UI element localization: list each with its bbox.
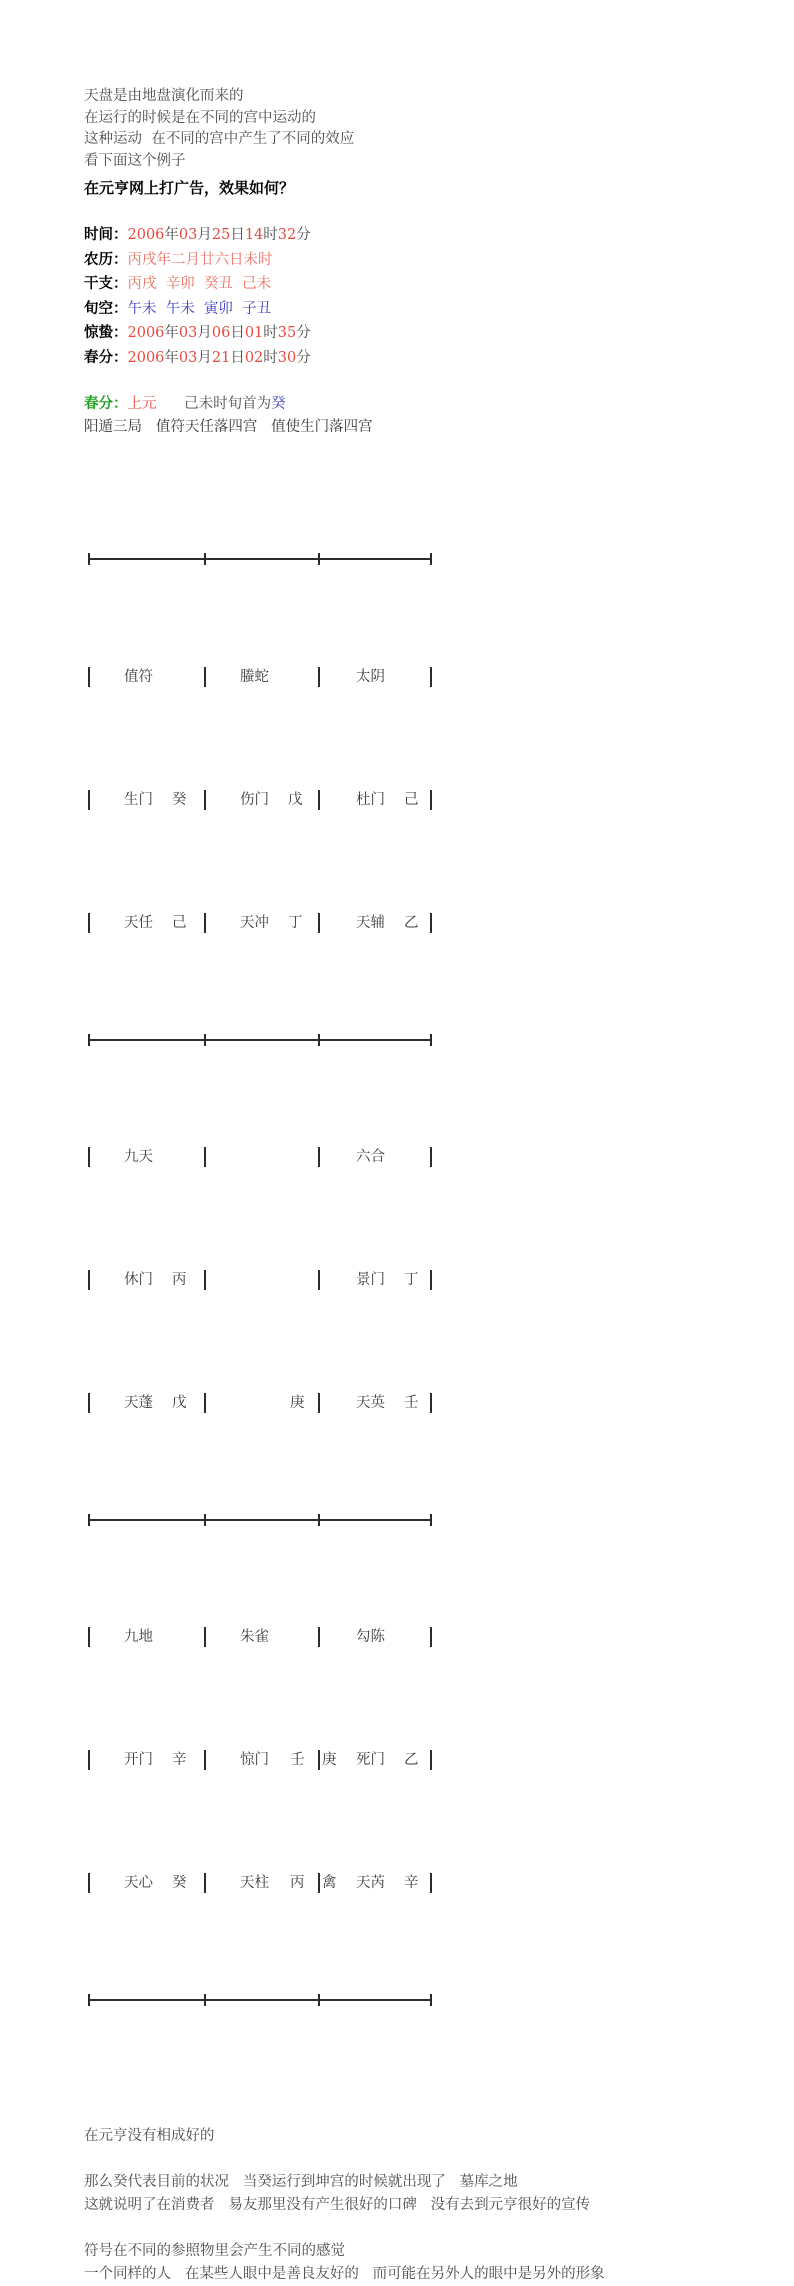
grid-hline [90,558,204,560]
field-xunkong-label: 旬空： [84,299,128,317]
field-ganzhi-month: 辛卯 [165,276,195,292]
cell-top-center-xing: 天冲 [240,914,269,931]
intro-paragraph [84,86,724,172]
field-lunar-label: 农历： [84,250,128,268]
cell-top-right-shen: 太阴 [356,668,385,685]
grid-vline [430,1873,432,1893]
document-content [84,86,724,2286]
grid-vline [318,790,320,810]
grid-hline [320,1519,430,1521]
field-time-hour: 14 [244,227,264,243]
cell-top-right-xing-gan: 乙 [404,914,419,931]
grid-vline [430,667,432,687]
field-time-year-unit: 年 [164,227,179,243]
ju-yuan-line [84,392,724,416]
field-jingzhe-minute-unit: 分 [296,325,311,341]
field-time-minute: 32 [277,227,297,243]
grid-vline [430,790,432,810]
grid-vline [430,1147,432,1167]
cell-bot-right-xing: 天芮 [356,1875,385,1892]
field-time-month: 03 [178,227,198,243]
gap [233,276,242,292]
cell-top-center-shen: 螣蛇 [240,668,269,685]
grid-rule-mid-2 [88,1514,724,1527]
grid-hline [90,1999,204,2001]
grid-vline [88,1627,90,1647]
field-jingzhe-year-unit: 年 [164,325,179,341]
field-chunfen-minute-unit: 分 [296,349,311,366]
grid-vline [430,1750,432,1770]
cell-top-right-men-gan: 己 [404,791,419,808]
ju-xunshou-text: 己未时旬首为 [184,396,272,412]
grid-vline [88,1393,90,1413]
cell-bot-left-xing: 天心 [124,1875,153,1892]
grid-row-1-shen [88,665,724,690]
grid-hline [206,1999,318,2001]
divination-fields [84,223,724,370]
field-jingzhe-month-unit: 月 [197,325,212,341]
grid-vline [430,1627,432,1647]
cell-top-right-men: 杜门 [356,791,385,808]
ju-xunshou-gan: 癸 [271,396,286,412]
grid-tick [430,1034,432,1046]
grid-hline [206,558,318,560]
field-chunfen-year-unit: 年 [164,349,179,366]
field-lunar [84,248,724,273]
analysis-para-2-line-2: 这就说明了在消费者 易友那里没有产生很好的口碑 没有去到元亨很好的宣传 [84,2197,591,2213]
grid-rule-top [88,553,724,566]
intro-line-2: 在运行的时候是在不同的宫中运动的 [84,109,316,126]
field-jingzhe-year: 2006 [127,325,165,341]
grid-row-1-xing [88,911,724,936]
headline: 在元亨网上打广告，效果如何？ [84,179,295,197]
cell-mid-left-xing-gan: 戊 [172,1394,187,1411]
cell-top-center-xing-gan: 丁 [288,914,303,931]
field-chunfen-minute: 30 [277,349,297,366]
cell-mid-left-men-gan: 丙 [172,1272,187,1288]
field-jingzhe-hour: 01 [244,325,264,341]
qimen-grid [88,455,724,2081]
cell-mid-left-shen: 九天 [124,1149,153,1166]
field-lunar-value: 丙戌年二月廿六日未时 [127,251,273,268]
cell-top-left-xing: 天任 [124,914,153,931]
grid-hline [320,1999,430,2001]
analysis-para-3-line-1: 符号在不同的参照物里会产生不同的感觉 [84,2243,345,2259]
grid-hline [320,1039,430,1041]
grid-row-2-men [88,1268,724,1293]
grid-vline [430,1270,432,1290]
ju-info [84,392,724,439]
cell-bot-center-xing-gan: 丙 [290,1875,305,1892]
cell-mid-right-xing: 天英 [356,1394,385,1411]
grid-vline [318,1873,320,1893]
field-chunfen-day-unit: 日 [230,349,245,366]
cell-bot-right-xing-gan: 辛 [404,1875,419,1892]
field-chunfen-month: 03 [178,349,198,366]
field-chunfen [84,346,724,371]
field-jingzhe [84,321,724,346]
cell-bot-center-men: 惊门 [240,1752,269,1769]
grid-vline [318,667,320,687]
grid-rule-bottom [88,1994,724,2007]
grid-vline [88,1270,90,1290]
cell-bot-right-men-prefix: 庚 [322,1752,337,1769]
field-ganzhi-label: 干支： [84,275,128,292]
grid-row-3-xing [88,1871,724,1896]
cell-top-left-men-gan: 癸 [172,791,187,808]
field-chunfen-hour-unit: 时 [263,349,278,366]
cell-bot-left-men-gan: 辛 [172,1752,187,1769]
field-time-day: 25 [211,227,231,243]
grid-vline [204,1393,206,1413]
ju-jieqi-label: 春分： [84,395,128,412]
cell-bot-center-shen: 朱雀 [240,1629,269,1646]
field-ganzhi-year: 丙戌 [127,276,157,292]
grid-rule-mid-1 [88,1034,724,1047]
gap [157,396,185,412]
field-ganzhi [84,272,724,297]
gap [195,301,204,317]
cell-bot-right-xing-prefix: 禽 [322,1875,337,1892]
grid-vline [88,790,90,810]
cell-top-center-men-gan: 戊 [288,791,303,808]
grid-vline [318,913,320,933]
grid-row-1-men [88,788,724,813]
cell-bot-left-shen: 九地 [124,1629,153,1646]
paragraph-spacer [84,2148,724,2171]
field-jingzhe-hour-unit: 时 [263,325,278,341]
field-ganzhi-day: 癸丑 [203,276,233,292]
grid-hline [206,1519,318,1521]
analysis-para-3-line-2: 一个同样的人 在某些人眼中是善良友好的 而可能在另外人的眼中是另外的形象 [84,2266,605,2282]
field-jingzhe-minute: 35 [277,325,297,341]
cell-top-center-men: 伤门 [240,791,269,808]
cell-bot-right-shen: 勾陈 [356,1629,385,1646]
grid-vline [88,913,90,933]
grid-vline [88,1873,90,1893]
field-chunfen-day: 21 [211,349,231,366]
cell-bot-right-men-gan: 乙 [404,1752,419,1769]
field-jingzhe-month: 03 [178,325,198,341]
grid-vline [318,1270,320,1290]
grid-vline [204,790,206,810]
grid-vline [204,1270,206,1290]
analysis-text [84,2125,724,2286]
cell-mid-left-xing: 天蓬 [124,1394,153,1411]
paragraph-spacer [84,2217,724,2240]
grid-vline [204,1147,206,1167]
field-jingzhe-day-unit: 日 [230,325,245,341]
grid-vline [204,667,206,687]
grid-row-2-xing [88,1391,724,1416]
field-chunfen-month-unit: 月 [197,349,212,366]
grid-vline [318,1147,320,1167]
cell-mid-right-men: 景门 [356,1272,385,1288]
cell-top-right-xing: 天辅 [356,914,385,931]
gap [233,301,242,317]
field-jingzhe-label: 惊蛰： [84,324,128,341]
gap [157,276,166,292]
grid-hline [206,1039,318,1041]
field-chunfen-hour: 02 [244,349,264,366]
field-xunkong-1: 午未 [127,300,157,317]
field-xunkong [84,297,724,322]
grid-row-3-shen [88,1625,724,1650]
cell-bot-left-xing-gan: 癸 [172,1875,187,1892]
grid-vline [88,667,90,687]
grid-vline [318,1750,320,1770]
ju-detail-line: 阳遁三局 值符天任落四宫 值使生门落四宫 [84,419,373,435]
cell-mid-right-men-gan: 丁 [404,1272,419,1288]
field-time-month-unit: 月 [197,227,212,243]
cell-mid-center-prefix: 庚 [290,1394,305,1411]
field-time-minute-unit: 分 [296,227,311,243]
grid-vline [88,1750,90,1770]
field-xunkong-4: 子丑 [242,300,272,317]
cell-mid-right-xing-gan: 壬 [404,1394,419,1411]
grid-hline [320,558,430,560]
grid-vline [318,1627,320,1647]
analysis-para-1: 在元亨没有相成好的 [84,2128,215,2144]
gap [157,301,166,317]
gap [195,276,204,292]
field-time-day-unit: 日 [230,227,245,243]
cell-bot-center-men-gan: 壬 [290,1752,305,1769]
cell-bot-right-men: 死门 [356,1752,385,1769]
ju-yuan: 上元 [127,396,157,412]
field-time [84,223,724,248]
field-chunfen-label: 春分： [84,348,128,366]
field-time-year: 2006 [127,227,165,243]
intro-line-4: 看下面这个例子 [84,152,186,169]
grid-hline [90,1519,204,1521]
cell-top-left-men: 生门 [124,791,153,808]
grid-corner [430,553,432,565]
field-jingzhe-day: 06 [211,325,231,341]
field-ganzhi-hour: 己未 [242,276,272,292]
grid-vline [204,1873,206,1893]
grid-vline [318,1393,320,1413]
cell-mid-right-shen: 六合 [356,1149,385,1166]
grid-vline [430,913,432,933]
cell-bot-left-men: 开门 [124,1752,153,1769]
field-chunfen-year: 2006 [127,349,165,366]
intro-line-3: 这种运动 在不同的宫中产生了不同的效应 [84,131,355,147]
grid-vline [204,1627,206,1647]
analysis-para-2-line-1: 那么癸代表目前的状况 当癸运行到坤宫的时候就出现了 墓库之地 [84,2174,518,2190]
grid-vline [204,1750,206,1770]
field-xunkong-3: 寅卯 [203,300,233,317]
field-xunkong-2: 午未 [165,300,195,317]
field-time-hour-unit: 时 [263,227,278,243]
grid-hline [90,1039,204,1041]
intro-line-1: 天盘是由地盘演化而来的 [84,88,244,104]
grid-tick [430,1514,432,1526]
grid-row-3-men [88,1748,724,1773]
grid-corner [430,1994,432,2006]
cell-top-left-shen: 值符 [124,668,153,685]
cell-top-left-xing-gan: 己 [172,914,187,931]
cell-mid-left-men: 休门 [124,1272,153,1288]
grid-vline [88,1147,90,1167]
grid-vline [430,1393,432,1413]
grid-row-2-shen [88,1145,724,1170]
grid-vline [204,913,206,933]
cell-bot-center-xing: 天柱 [240,1875,269,1892]
field-time-label: 时间： [84,226,128,243]
